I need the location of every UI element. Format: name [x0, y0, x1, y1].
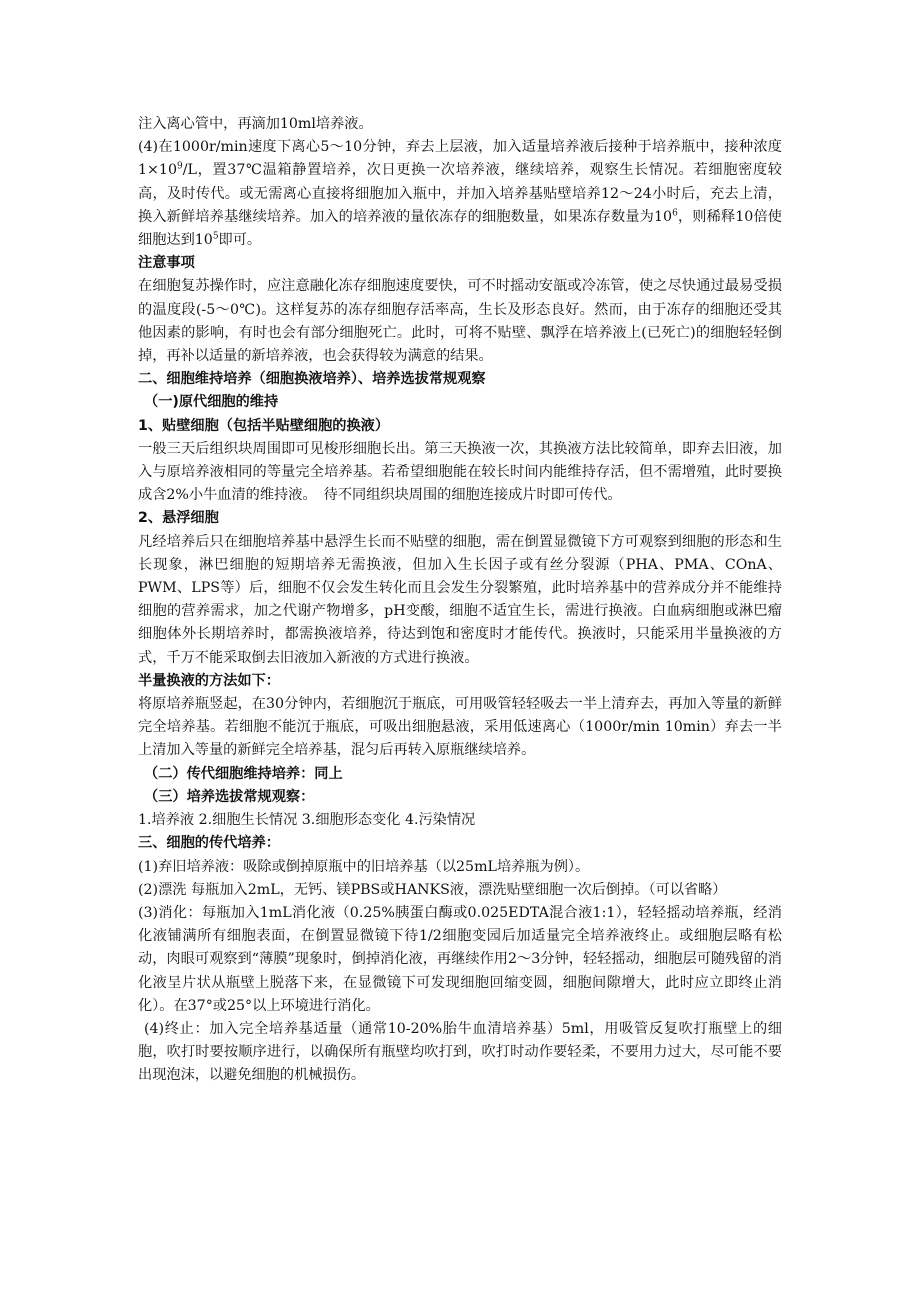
text-segment: ，则稀释10倍使细胞达到10: [138, 208, 782, 249]
text-segment: 即可。: [218, 232, 262, 249]
heading-notes: 注意事项: [138, 255, 195, 272]
heading-adherent-cells: 1、贴壁细胞（包括半贴壁细胞的换液）: [138, 417, 390, 434]
heading-suspension-cells: 2、悬浮细胞: [138, 510, 219, 527]
paragraph-half-medium-change: 将原培养瓶竖起，在30分钟内，若细胞沉于瓶底，可用吸管轻轻吸去一半上清弃去，再加入等量的新鲜完全培养基。若细胞不能沉于瓶底，可吸出细胞悬液，采用低速离心（1000r/min 10min）弃去一半上清加入等量的新鲜完全培养基，混匀后再转入原瓶继续培养。: [138, 696, 782, 759]
text-segment: (4)在1000r/min速度下离心5～10分钟，弃去上层液，加入适量培养液后接种于培养瓶中，接种浓度1×10: [138, 139, 782, 179]
paragraph-step-1: (1)弃旧培养液：吸除或倒掉原瓶中的旧培养基（以25mL培养瓶为例）。: [138, 858, 590, 875]
heading-half-medium-change: 半量换液的方法如下：: [138, 672, 280, 689]
heading-primary-cell-maintenance: （一)原代细胞的维持: [144, 394, 279, 411]
paragraph-adherent-cells: 一般三天后组织块周围即可见梭形细胞长出。第三天换液一次，其换液方法比较简单，即弃去旧液，加入与原培养液相同的等量完全培养基。若希望细胞能在较长时间内能维持存活，但不需增殖，此时要换成含2%小牛血清的维持液。 待不同组织块周围的细胞连接成片时即可传代。: [138, 440, 782, 504]
paragraph-suspension-cells: 凡经培养后只在细胞培养基中悬浮生长而不贴壁的细胞，需在倒置显微镜下方可观察到细胞的形态和生长现象，淋巴细胞的短期培养无需换液，但加入生长因子或有丝分裂源（PHA、PMA、COnA、PWM、LPS等）后，细胞不仅会发生转化而且会发生分裂繁殖，此时培养基中的营养成分并不能维持细胞的营养需求，加之代谢产物增多，pH变酸，细胞不适宜生长，需进行换液。白血病细胞或淋巴瘤细胞体外长期培养时，都需换液培养，待达到饱和密度时才能传代。换液时，只能采用半量换液的方式，千万不能采取倒去旧液加入新液的方式进行换液。: [138, 533, 782, 666]
text-segment: /L，置37℃温箱静置培养，次日更换一次培养液，继续培养，观察生长情况。若细胞密度较高，及时传代。或无需离心直接将细胞加入瓶中，并加入培养基贴壁培养12～24小时后，充去上清，换入新鲜培养基继续培养。加入的培养液的量依冻存的细胞数量，如果冻存数量为10: [138, 162, 782, 225]
paragraph-step-3: (3)消化：每瓶加入1mL消化液（0.25%胰蛋白酶或0.025EDTA混合液1:1），轻轻摇动培养瓶，经消化液铺满所有细胞表面，在倒置显微镜下待1/2细胞变园后加适量完全培养液终止。或细胞层略有松动，肉眼可观察到“薄膜”现象时，倒掉消化液，再继续作用2～3分钟，轻轻摇动，细胞层可随残留的消化液呈片状从瓶壁上脱落下来，在显微镜下可发现细胞回缩变圆，细胞间隙增大，此时应立即终止消化）。在37°或25°以上环境进行消化。: [138, 904, 782, 1014]
heading-section-2: 二、细胞维持培养（细胞换液培养）、培养选拔常规观察: [138, 371, 486, 388]
paragraph-intro: 注入离心管中，再滴加10ml培养液。: [138, 116, 373, 132]
paragraph-notes: 在细胞复苏操作时，应注意融化冻存细胞速度要快，可不时摇动安瓿或冷冻管，使之尽快通过最易受损的温度段(-5～0℃)。这样复苏的冻存细胞存活率高，生长及形态良好。然而，由于冻存的细胞还受其他因素的影响，有时也会有部分细胞死亡。此时，可将不贴壁、飘浮在培养液上(已死亡)的细胞轻轻倒掉，再补以适量的新培养液，也会获得较为满意的结果。: [138, 278, 782, 365]
paragraph-step-4-centrifuge: [138, 136, 782, 252]
heading-section-3: 三、细胞的传代培养：: [138, 835, 280, 852]
superscript: 6: [672, 208, 678, 219]
paragraph-step-4-terminate: (4)终止：加入完全培养基适量（通常10-20%胎牛血清培养基）5ml，用吸管反复吹打瓶壁上的细胞，吹打时要按顺序进行，以确保所有瓶壁均吹打到，吹打时动作要轻柔，不要用力过大，尽可能不要出现泡沫，以避免细胞的机械损伤。: [138, 1020, 782, 1084]
heading-routine-observation: （三）培养选拔常规观察：: [144, 788, 315, 805]
paragraph-step-2: (2)漂洗 每瓶加入2mL，无钙、镁PBS或HANKS液，漂洗贴壁细胞一次后倒掉。（可以省略）: [138, 881, 727, 898]
superscript: 9: [176, 161, 183, 172]
superscript: 5: [212, 231, 219, 242]
heading-passaged-cell-maintenance: （二）传代细胞维持培养：同上: [144, 765, 343, 782]
paragraph-observation-list: 1.培养液 2.细胞生长情况 3.细胞形态变化 4.污染情况: [138, 812, 476, 829]
